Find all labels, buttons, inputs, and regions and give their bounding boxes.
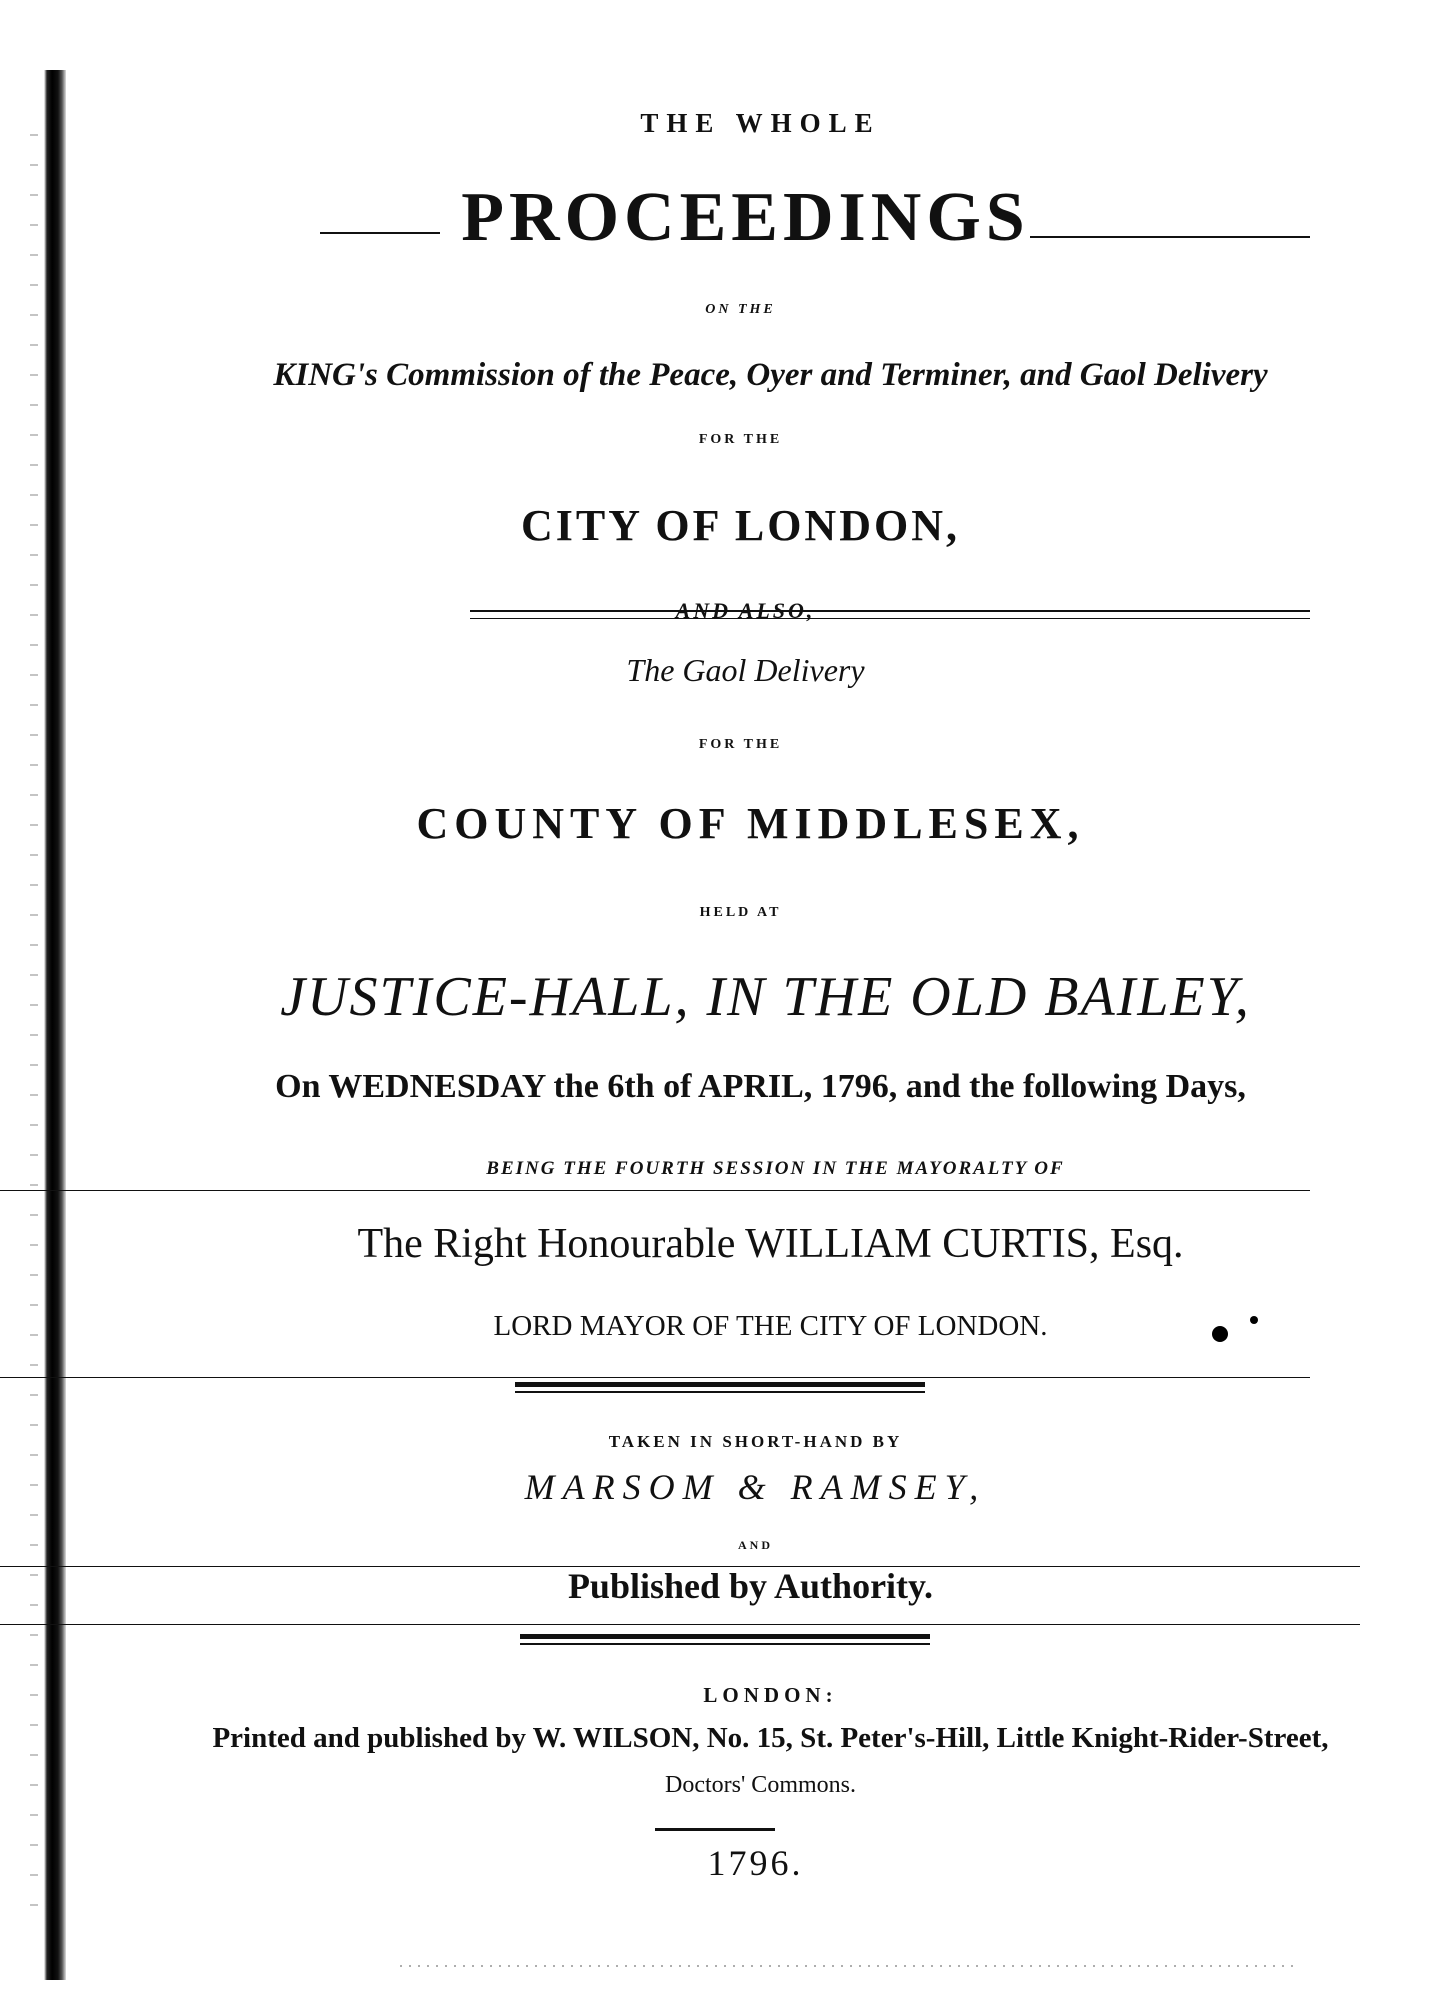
for-the-label-1: FOR THE	[698, 432, 783, 447]
mayor-title-line: LORD MAYOR OF THE CITY OF LONDON.	[493, 1310, 1048, 1342]
date-line: On WEDNESDAY the 6th of APRIL, 1796, and the following Days,	[275, 1068, 1246, 1105]
imprint-printer: Printed and published by W. WILSON, No. 15, St. Peter's-Hill, Little Knight-Rider-Street,	[212, 1722, 1329, 1754]
imprint-address: Doctors' Commons.	[665, 1772, 856, 1798]
and-also-label: AND ALSO,	[675, 598, 816, 623]
reporters-line: MARSOM & RAMSEY,	[524, 1467, 987, 1507]
title-right-rule	[1030, 236, 1310, 238]
scan-speckle	[400, 1965, 1300, 1967]
double-rule-thin-1	[515, 1391, 925, 1393]
binding-texture	[30, 120, 38, 1920]
double-rule-thick-1	[515, 1382, 925, 1387]
heading-the-whole: THE WHOLE	[640, 108, 881, 138]
held-at-label: HELD AT	[699, 905, 782, 920]
imprint-place: LONDON:	[703, 1683, 838, 1707]
county-of-middlesex: COUNTY OF MIDDLESEX,	[416, 799, 1085, 848]
city-of-london: CITY OF LONDON,	[521, 501, 960, 550]
gaol-delivery-line: The Gaol Delivery	[626, 652, 865, 688]
published-by-authority: Published by Authority.	[567, 1566, 934, 1606]
and-label: AND	[738, 1538, 773, 1552]
commission-line: KING's Commission of the Peace, Oyer and Terminer, and Gaol Delivery	[273, 357, 1268, 393]
on-the-label: ON THE	[705, 302, 776, 317]
double-rule-thin-2	[520, 1643, 930, 1645]
section-rule-2	[0, 1624, 1360, 1625]
mayor-line: The Right Honourable WILLIAM CURTIS, Esq.	[357, 1221, 1184, 1267]
ink-blot-small	[1250, 1316, 1258, 1324]
section-rule-1	[0, 1377, 1310, 1378]
main-title: PROCEEDINGS	[461, 179, 1030, 256]
venue-line: JUSTICE-HALL, IN THE OLD BAILEY,	[280, 966, 1251, 1028]
year-rule	[655, 1828, 775, 1831]
taken-by-line: TAKEN IN SHORT-HAND BY	[608, 1432, 903, 1451]
for-the-label-2: FOR THE	[698, 737, 783, 752]
ink-blot	[1212, 1326, 1228, 1342]
session-line: BEING THE FOURTH SESSION IN THE MAYORALTY OF	[486, 1158, 1065, 1179]
double-rule-thick-2	[520, 1634, 930, 1639]
publication-year: 1796.	[707, 1843, 804, 1883]
session-rule	[0, 1190, 1310, 1191]
